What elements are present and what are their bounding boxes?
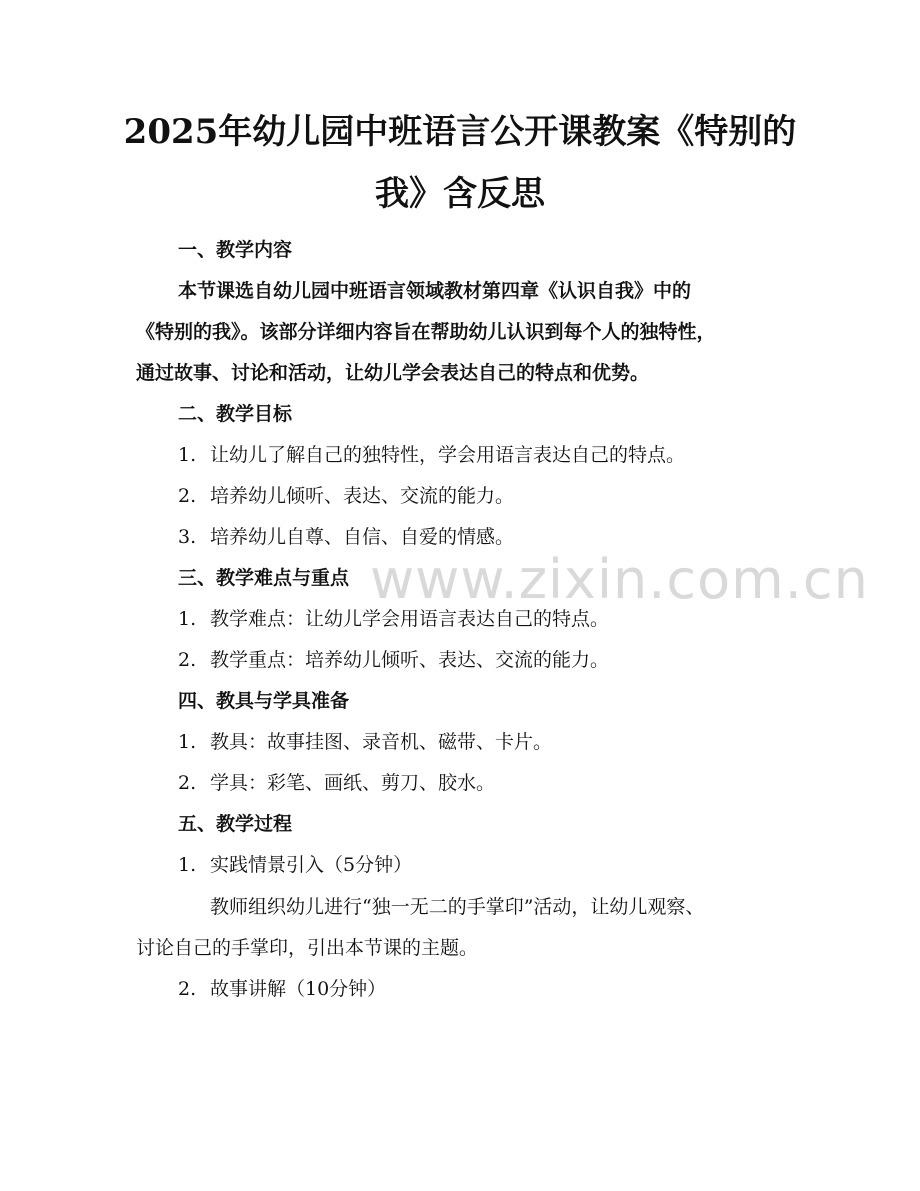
- material-item: [178, 769, 495, 797]
- item-text: 实践情景引入（5分钟）: [210, 854, 413, 876]
- objective-item: [178, 441, 685, 469]
- material-item: [178, 728, 552, 756]
- section-heading-key-points: 三、教学难点与重点: [178, 567, 350, 589]
- process-paragraph-line-1: 教师组织幼儿进行“独一无二的手掌印”活动，让幼儿观察、: [210, 896, 705, 918]
- item-number: 1.: [178, 444, 197, 466]
- process-step-item: [178, 851, 412, 879]
- item-text: 教学重点：培养幼儿倾听、表达、交流的能力。: [210, 649, 610, 671]
- item-text: 教具：故事挂图、录音机、磁带、卡片。: [210, 731, 553, 753]
- content-paragraph-line-1: 本节课选自幼儿园中班语言领域教材第四章《认识自我》中的: [178, 280, 692, 302]
- item-text: 学具：彩笔、画纸、剪刀、胶水。: [210, 772, 496, 794]
- document-title-line-1: 2025年幼儿园中班语言公开课教案《特别的: [123, 112, 797, 152]
- item-number: 2.: [178, 649, 197, 671]
- item-number: 3.: [178, 526, 197, 548]
- item-text: 让幼儿了解自己的独特性，学会用语言表达自己的特点。: [210, 444, 686, 466]
- item-number: 2.: [178, 485, 197, 507]
- section-heading-process: 五、教学过程: [178, 813, 293, 835]
- section-heading-objectives: 二、教学目标: [178, 403, 293, 425]
- item-number: 1.: [178, 731, 197, 753]
- section-heading-materials: 四、教具与学具准备: [178, 690, 350, 712]
- item-number: 1.: [178, 854, 197, 876]
- key-point-item: [178, 646, 609, 674]
- process-step-item: [178, 975, 386, 1003]
- item-number: 1.: [178, 608, 197, 630]
- item-text: 故事讲解（10分钟）: [210, 978, 387, 1000]
- watermark-text: www.zixin.com.cn: [370, 548, 869, 611]
- item-number: 2.: [178, 978, 197, 1000]
- item-text: 培养幼儿自尊、自信、自爱的情感。: [210, 526, 515, 548]
- objective-item: [178, 482, 514, 510]
- item-number: 2.: [178, 772, 197, 794]
- content-paragraph-line-2: 《特别的我》。该部分详细内容旨在帮助幼儿认识到每个人的独特性，: [136, 321, 716, 343]
- objective-item: [178, 523, 514, 551]
- item-text: 教学难点：让幼儿学会用语言表达自己的特点。: [210, 608, 610, 630]
- content-paragraph-line-3: 通过故事、讨论和活动，让幼儿学会表达自己的特点和优势。: [136, 362, 650, 384]
- section-heading-content: 一、教学内容: [178, 239, 293, 261]
- item-text: 培养幼儿倾听、表达、交流的能力。: [210, 485, 515, 507]
- process-paragraph-line-2: 讨论自己的手掌印，引出本节课的主题。: [136, 937, 479, 959]
- document-title-line-2: 我》含反思: [375, 174, 545, 214]
- key-point-item: [178, 605, 609, 633]
